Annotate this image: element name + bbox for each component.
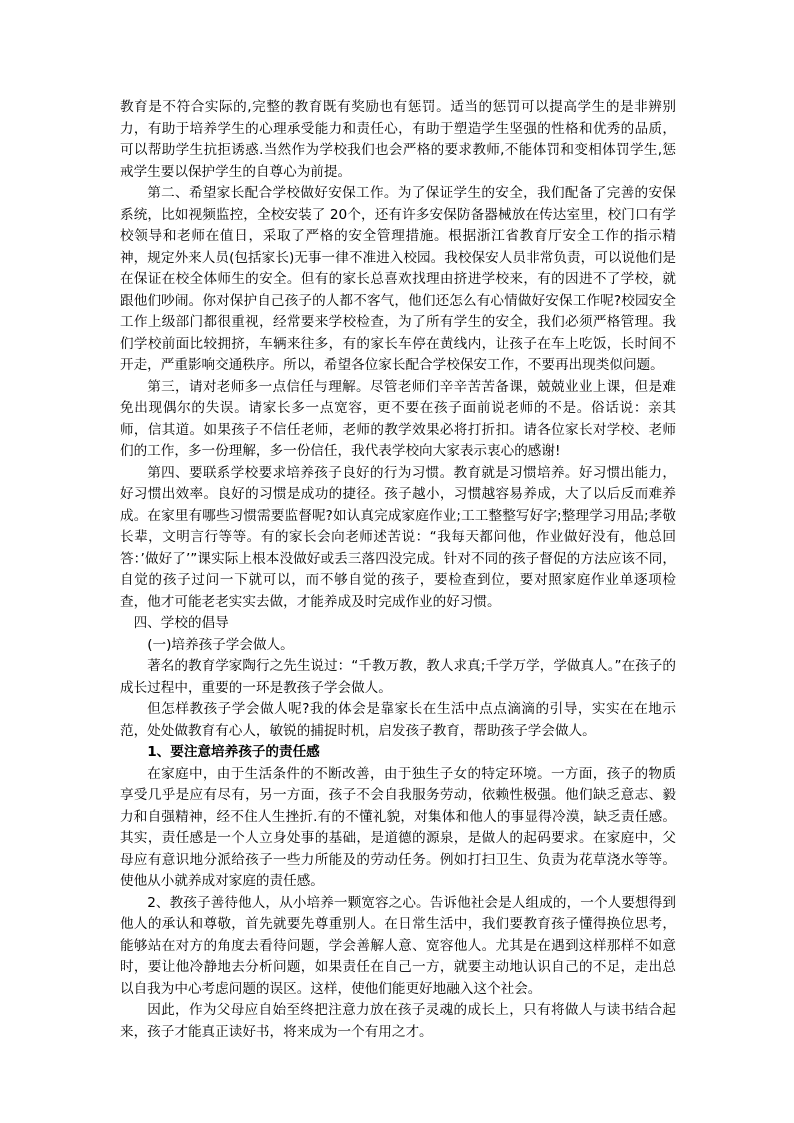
- section-heading-school-advocacy: 四、学校的倡导: [133, 615, 229, 631]
- paragraph-tao-quote: 著名的教育学家陶行之先生说过：“千教万教，教人求真;千学万学，学做真人。”在孩子的成长过程中，重要的一环是教孩子学会做人。: [120, 658, 676, 696]
- paragraph-point-two-security: 第二、希望家长配合学校做好安保工作。为了保证学生的安全，我们配备了完善的安保系统，比如视频监控，全校安装了 20个，还有许多安保防备器械放在传达室里，校门口有学校领导和老师在值日，采取了严格的安全管理措施。根据浙江省教育厅安全工作的指示精神，规定外来人员(包括家长)无事一律不准进入校园。我校保安人员非常负责，可以说他们是在保证在校全体师生的安全。但有的家长总喜欢找理由挤进学校来，有的因进不了学校，就跟他们吵闹。你对保护自己孩子的人都不客气，他们还怎么有心情做好安保工作呢?校园安全工作上级部门都很重视，经常要来学校检查，为了所有学生的安全，我们必须严格管理。我们学校前面比较拥挤，车辆来往多，有的家长车停在黄线内，让孩子在车上吃饭，长时间不开走，严重影响交通秩序。所以，希望各位家长配合学校保安工作，不要再出现类似问题。: [120, 185, 676, 373]
- paragraph-treat-others: 2、教孩子善待他人，从小培养一颗宽容之心。告诉他社会是人组成的，一个人要想得到他人的承认和尊敬，首先就要先尊重别人。在日常生活中，我们要教育孩子懂得换位思考，能够站在对方的角度去看待问题，学会善解人意、宽容他人。尤其是在遇到这样那样不如意时，要让他冷静地去分析问题，如果责任在自己一方，就要主动地认识自己的不足，走出总以自我为中心考虑问题的误区。这样，使他们能更好地融入这个社会。: [120, 894, 676, 997]
- document-body: [120, 97, 676, 1043]
- paragraph-point-three-trust: 第三，请对老师多一点信任与理解。尽管老师们辛辛苦苦备课，兢兢业业上课，但是难免出现偶尔的失误。请家长多一点宽容，更不要在孩子面前说老师的不是。俗话说：亲其师，信其道。如果孩子不信任老师，老师的教学效果必将打折扣。请各位家长对学校、老师们的工作，多一份理解，多一份信任，我代表学校向大家表示衷心的感谢!: [120, 378, 676, 459]
- paragraph-punishment: 教育是不符合实际的,完整的教育既有奖励也有惩罚。适当的惩罚可以提高学生的是非辨别力，有助于培养学生的心理承受能力和责任心，有助于塑造学生坚强的性格和优秀的品质，可以帮助学生抗拒诱惑.当然作为学校我们也会严格的要求教师,不能体罚和变相体罚学生,惩戒学生要以保护学生的自尊心为前提。: [120, 99, 676, 180]
- paragraph-conclusion: 因此，作为父母应自始至终把注意力放在孩子灵魂的成长上，只有将做人与读书结合起来，孩子才能真正读好书，将来成为一个有用之才。: [120, 1002, 676, 1040]
- paragraph-how-to-teach: 但怎样教孩子学会做人呢?我的体会是靠家长在生活中点点滴滴的引导，实实在在地示范，处处做教育有心人，敏锐的捕捉时机，启发孩子教育，帮助孩子学会做人。: [120, 701, 676, 739]
- subheading-learn-to-be-human: (一)培养孩子学会做人。: [147, 636, 294, 653]
- paragraph-point-four-habits: 第四、要联系学校要求培养孩子良好的行为习惯。教育就是习惯培养。好习惯出能力，好习惯出效率。良好的习惯是成功的捷径。孩子越小，习惯越容易养成，大了以后反而难养成。在家里有哪些习惯需要监督呢?如认真完成家庭作业;工工整整写好字;整理学习用品;孝敬长辈，文明言行等等。有的家长会向老师述苦说：“我每天都问他，作业做好没有，他总回答：’做好了’”课实际上根本没做好或丢三落四没完成。针对不同的孩子督促的方法应该不同，自觉的孩子过问一下就可以，而不够自觉的孩子，要检查到位，要对照家庭作业单逐项检查，他才可能老老实实去做，才能养成及时完成作业的好习惯。: [120, 464, 676, 610]
- subheading-responsibility: 1、要注意培养孩子的责任感: [147, 744, 320, 760]
- paragraph-responsibility: 在家庭中，由于生活条件的不断改善，由于独生子女的特定环境。一方面，孩子的物质享受几乎是应有尽有，另一方面，孩子不会自我服务劳动，依赖性极强。他们缺乏意志、毅力和自强精神，经不住人生挫折.有的不懂礼貌，对集体和他人的事显得冷漠，缺乏责任感。其实，责任感是一个人立身处事的基础，是道德的源泉，是做人的起码要求。在家庭中，父母应有意识地分派给孩子一些力所能及的劳动任务。例如打扫卫生、负责为花草浇水等等。使他从小就养成对家庭的责任感。: [120, 765, 676, 889]
